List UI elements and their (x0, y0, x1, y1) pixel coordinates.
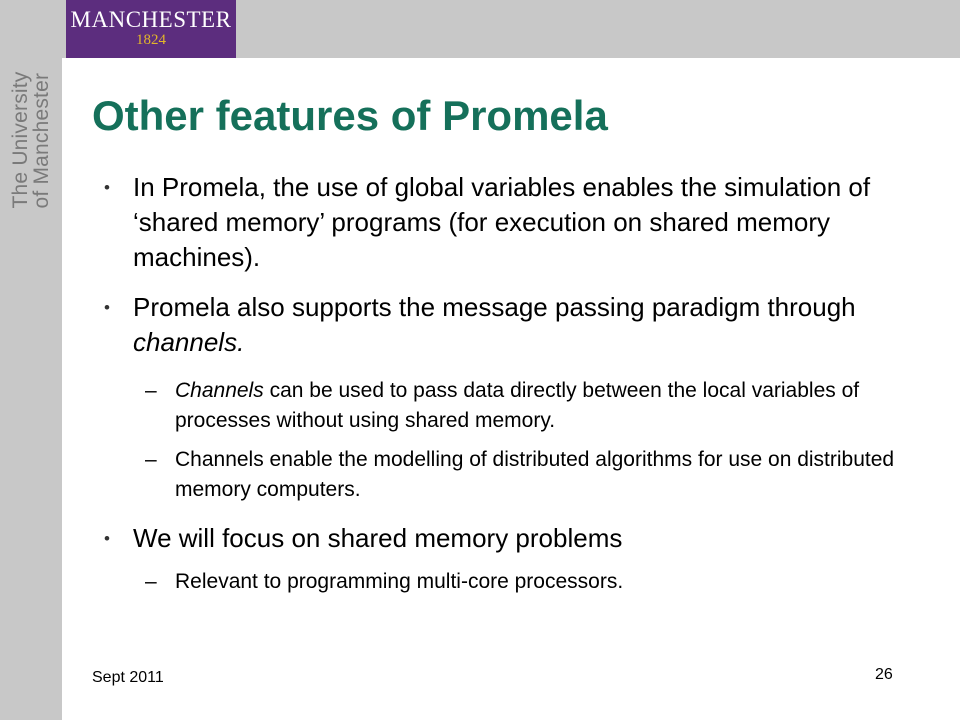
manchester-logo (66, 0, 236, 58)
bullet-text: We will focus on shared memory problems (133, 523, 623, 553)
sub-bullet-item (145, 445, 895, 505)
logo-year: 1824 (136, 32, 166, 48)
university-line-2: of Manchester (30, 72, 53, 209)
bullet-icon: • (104, 298, 110, 317)
bullet-item (104, 521, 893, 556)
slide-title: Other features of Promela (92, 92, 608, 139)
footer-date: Sept 2011 (92, 669, 164, 686)
bullet-item (104, 290, 893, 360)
bullet-icon: • (104, 178, 110, 197)
sub-bullet-text: Channels enable the modelling of distributed algorithms for use on distributed memory computers. (175, 448, 895, 501)
sub-bullet-item (145, 376, 895, 436)
sub-bullet-item (145, 567, 895, 597)
bullet-icon: • (104, 529, 110, 548)
page-number: 26 (875, 666, 893, 683)
logo-name: MANCHESTER (70, 7, 232, 32)
dash-icon: – (145, 379, 157, 402)
bullet-item (104, 170, 893, 275)
dash-icon: – (145, 448, 157, 471)
bullet-emphasis: channels. (133, 327, 245, 357)
bullet-text: Promela also supports the message passing paradigm through (133, 292, 856, 322)
sub-bullet-text: can be used to pass data directly between the local variables of processes without using shared memory. (175, 379, 860, 432)
slide-body (0, 170, 960, 597)
sub-bullet-emphasis: Channels (175, 379, 264, 402)
dash-icon: – (145, 570, 157, 593)
bullet-text: In Promela, the use of global variables enables the simulation of ‘shared memory’ programs (for execution on shared memory machines). (133, 172, 871, 272)
university-line-1: The University (9, 71, 32, 209)
sub-bullet-text: Relevant to programming multi-core processors. (175, 570, 624, 593)
